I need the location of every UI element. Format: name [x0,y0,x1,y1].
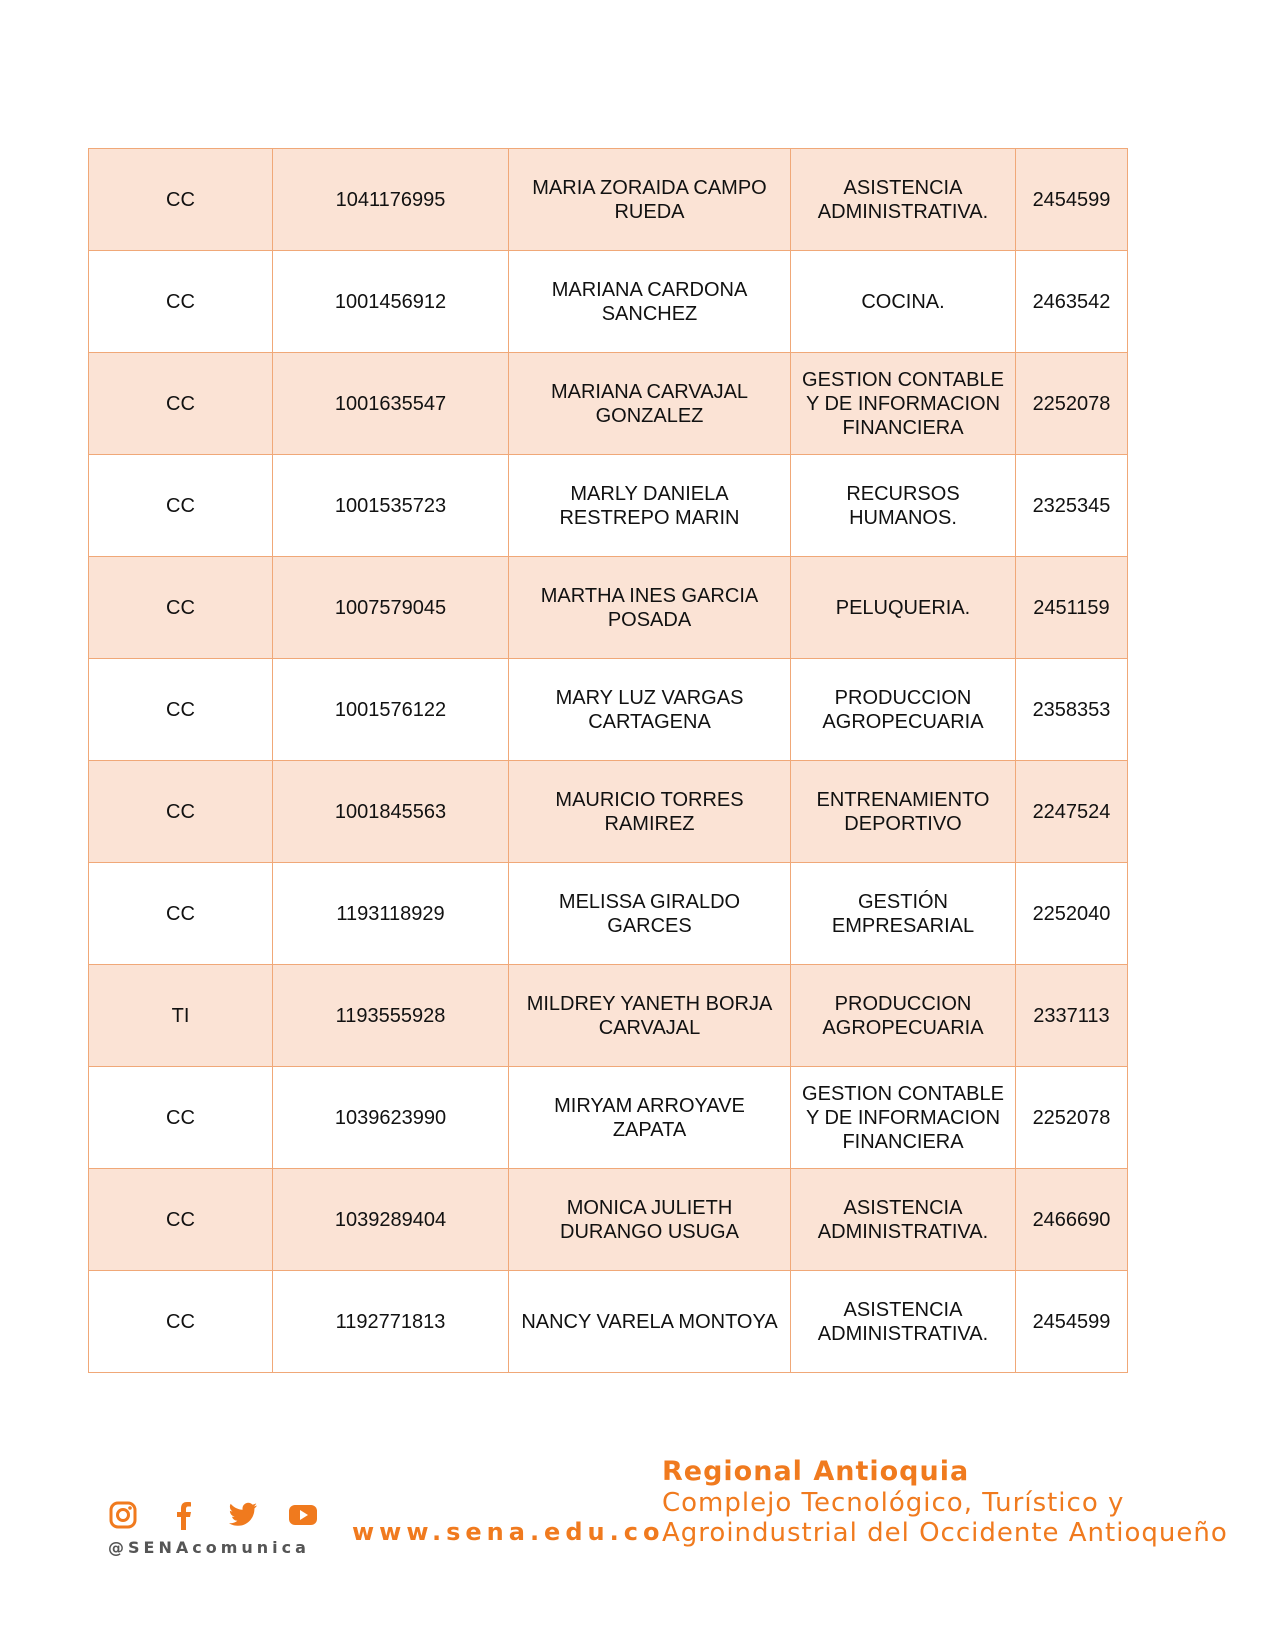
center-line-2: Agroindustrial del Occidente Antioqueño [662,1518,1228,1548]
table-row [89,251,1128,353]
program-cell: GESTION CONTABLE Y DE INFORMACION FINANCIERA [791,1067,1016,1169]
code-cell: 2337113 [1016,965,1128,1067]
table-row [89,353,1128,455]
program-cell: PRODUCCION AGROPECUARIA [791,965,1016,1067]
name-cell: MARTHA INES GARCIA POSADA [509,557,791,659]
center-line-1: Complejo Tecnológico, Turístico y [662,1488,1125,1518]
doc-type-cell: CC [89,659,273,761]
name-cell: MONICA JULIETH DURANGO USUGA [509,1169,791,1271]
table-row [89,863,1128,965]
program-cell: ASISTENCIA ADMINISTRATIVA. [791,1169,1016,1271]
program-cell: COCINA. [791,251,1016,353]
code-cell: 2454599 [1016,1271,1128,1373]
table-row [89,149,1128,251]
social-block [108,1500,323,1557]
doc-type-cell: CC [89,1169,273,1271]
table-row [89,557,1128,659]
code-cell: 2325345 [1016,455,1128,557]
name-cell: MARLY DANIELA RESTREPO MARIN [509,455,791,557]
table-row [89,1169,1128,1271]
twitter-icon[interactable] [228,1500,258,1530]
program-cell: PELUQUERIA. [791,557,1016,659]
doc-number-cell: 1193118929 [273,863,509,965]
doc-type-cell: CC [89,149,273,251]
name-cell: MILDREY YANETH BORJA CARVAJAL [509,965,791,1067]
doc-type-cell: CC [89,863,273,965]
doc-type-cell: CC [89,557,273,659]
table-row [89,1271,1128,1373]
code-cell: 2247524 [1016,761,1128,863]
name-cell: MARIA ZORAIDA CAMPO RUEDA [509,149,791,251]
facebook-icon[interactable] [168,1500,198,1530]
doc-number-cell: 1001845563 [273,761,509,863]
table-row [89,965,1128,1067]
program-cell: GESTION CONTABLE Y DE INFORMACION FINANCIERA [791,353,1016,455]
code-cell: 2454599 [1016,149,1128,251]
name-cell: MARIANA CARVAJAL GONZALEZ [509,353,791,455]
name-cell: MIRYAM ARROYAVE ZAPATA [509,1067,791,1169]
program-cell: PRODUCCION AGROPECUARIA [791,659,1016,761]
code-cell: 2451159 [1016,557,1128,659]
name-cell: MELISSA GIRALDO GARCES [509,863,791,965]
code-cell: 2358353 [1016,659,1128,761]
program-cell: ENTRENAMIENTO DEPORTIVO [791,761,1016,863]
program-cell: ASISTENCIA ADMINISTRATIVA. [791,1271,1016,1373]
doc-number-cell: 1193555928 [273,965,509,1067]
social-handle[interactable]: @SENAcomunica [108,1538,310,1557]
doc-number-cell: 1001535723 [273,455,509,557]
youtube-icon[interactable] [288,1500,318,1530]
students-table [88,148,1128,1373]
table-row [89,761,1128,863]
doc-type-cell: CC [89,1271,273,1373]
table-row [89,455,1128,557]
code-cell: 2466690 [1016,1169,1128,1271]
table-row [89,659,1128,761]
website-link[interactable]: www.sena.edu.co [352,1518,665,1546]
name-cell: MAURICIO TORRES RAMIREZ [509,761,791,863]
doc-number-cell: 1039289404 [273,1169,509,1271]
doc-type-cell: TI [89,965,273,1067]
code-cell: 2252078 [1016,1067,1128,1169]
doc-number-cell: 1041176995 [273,149,509,251]
doc-type-cell: CC [89,761,273,863]
doc-number-cell: 1001576122 [273,659,509,761]
doc-type-cell: CC [89,251,273,353]
doc-type-cell: CC [89,455,273,557]
regional-block [662,1456,1228,1548]
doc-type-cell: CC [89,1067,273,1169]
program-cell: RECURSOS HUMANOS. [791,455,1016,557]
doc-number-cell: 1039623990 [273,1067,509,1169]
program-cell: ASISTENCIA ADMINISTRATIVA. [791,149,1016,251]
code-cell: 2252078 [1016,353,1128,455]
doc-number-cell: 1001635547 [273,353,509,455]
doc-number-cell: 1007579045 [273,557,509,659]
name-cell: MARY LUZ VARGAS CARTAGENA [509,659,791,761]
name-cell: MARIANA CARDONA SANCHEZ [509,251,791,353]
doc-type-cell: CC [89,353,273,455]
code-cell: 2463542 [1016,251,1128,353]
doc-number-cell: 1001456912 [273,251,509,353]
program-cell: GESTIÓN EMPRESARIAL [791,863,1016,965]
regional-title: Regional Antioquia [662,1456,970,1487]
table-row [89,1067,1128,1169]
name-cell: NANCY VARELA MONTOYA [509,1271,791,1373]
code-cell: 2252040 [1016,863,1128,965]
doc-number-cell: 1192771813 [273,1271,509,1373]
instagram-icon[interactable] [108,1500,138,1530]
